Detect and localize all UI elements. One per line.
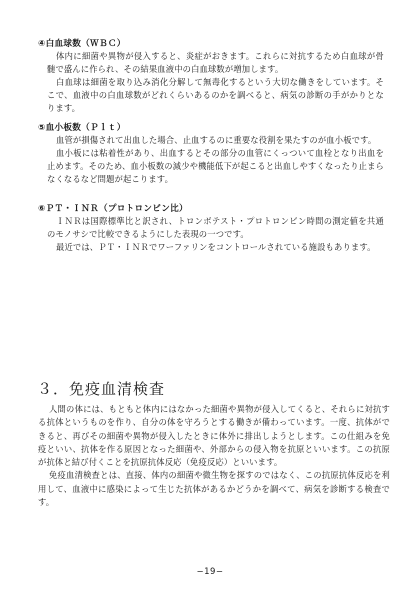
section-plt bbox=[38, 122, 384, 186]
paragraph: 免疫血清検査とは、直接、体内の細菌や微生物を探すのではなく、この抗原抗体反応を利用して、血液中に感染によって生じた抗体があるかどうかを調べて、病気を診断する検査です。 bbox=[38, 470, 390, 508]
paragraph: 血小板には粘着性があり、出血するとその部分の血管にくっついて血栓となり出血を止めます。そのため、血小板数の減少や機能低下が起こると出血しやすくなったり止まらなくなるなど問題が起こります。 bbox=[47, 147, 384, 184]
section-title: ⑤血小板数（Ｐｌｔ） bbox=[38, 123, 126, 133]
section-body bbox=[47, 50, 384, 115]
section-title: ④白血球数（ＷＢＣ） bbox=[38, 39, 126, 49]
section-wbc bbox=[38, 38, 384, 115]
paragraph: 人間の体には、もともと体内にはなかった細菌や異物が侵入してくると、それらに対抗する抗体というものを作り、自分の体を守ろうとする働きが備わっています。一度、抗体ができると、再びその細菌や異物が侵入したときに体外に排出しようとします。この仕組みを免疫といい、抗体を作る原因となった細菌や、外部からの侵入物を抗原といいます。この抗原が抗体と結び付くことを抗原抗体反応（免疫反応）といいます。 bbox=[38, 404, 390, 468]
paragraph: 白血球は細菌を取り込み消化分解して無毒化するという大切な働きをしています。そこで、血液中の白血球数がどれくらいあるのかを調べると、病気の診断の手がかりとなります。 bbox=[47, 76, 384, 113]
section-body bbox=[47, 134, 384, 186]
section-title: ⑥ＰＴ・ＩＮＲ（プロトロンビン比） bbox=[38, 204, 188, 214]
section-body bbox=[47, 215, 384, 254]
page-number: −19− bbox=[196, 567, 224, 577]
paragraph: 体内に細菌や異物が侵入すると、炎症がおきます。これらに対抗するため白血球が骨髄で盛んに作られ、その結果血液中の白血球数が増加します。 bbox=[47, 51, 384, 74]
paragraph: 最近では、ＰＴ・ＩＮＲでワーファリンをコントロールされている施設もあります。 bbox=[56, 241, 376, 252]
chapter-body bbox=[38, 403, 390, 509]
paragraph: 血管が損傷されて出血した場合、止血するのに重要な役割を果たすのが血小板です。 bbox=[56, 135, 377, 145]
paragraph: ＩＮＲは国際標準比と訳され、トロンボテスト・プロトロンビン時間の測定値を共通のモノサシで比較できるようにした表現の一つです。 bbox=[47, 216, 384, 239]
chapter-title: ３．免疫血清検査 bbox=[37, 380, 166, 398]
section-pt-inr bbox=[38, 203, 384, 254]
